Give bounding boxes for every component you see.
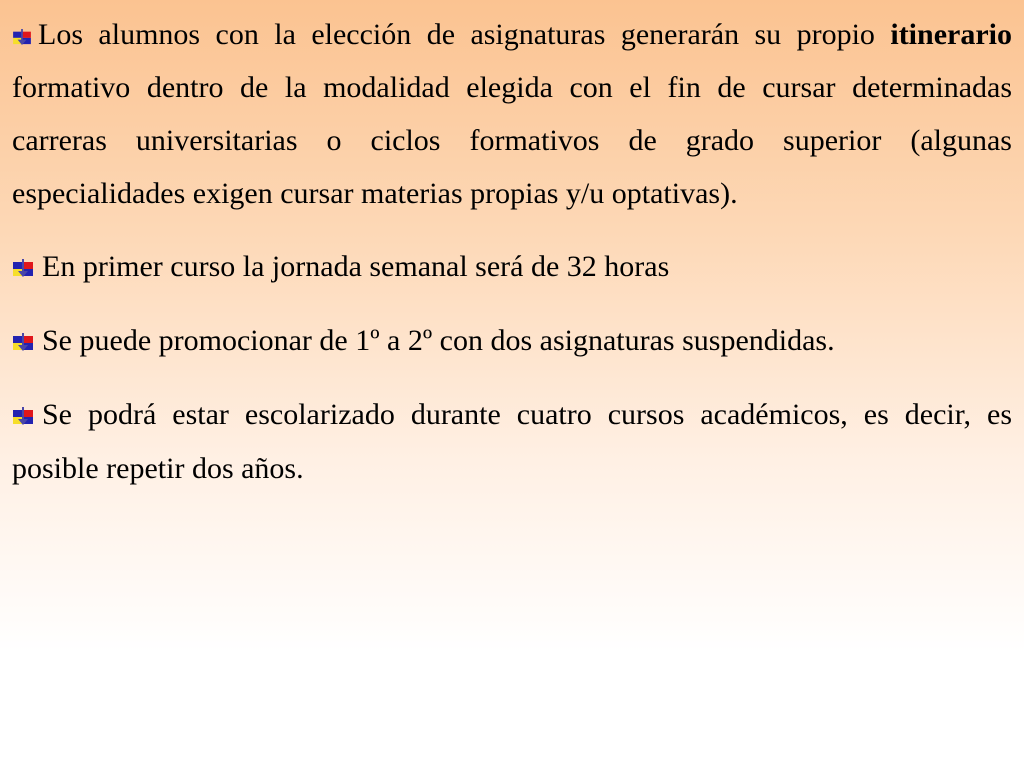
bullet-text-end: formativo dentro de la modalidad elegida con el fin de cursar determinadas carreras universitarias o ciclos formativos de grado superior (algunas especialidades exigen cursar materias propias y/u optativas). — [12, 71, 1012, 210]
bullet-item-jornada — [12, 240, 1012, 294]
bullet-item-escolarizado — [12, 388, 1012, 496]
four-color-arrow-bullet-icon — [12, 259, 34, 277]
bullet-item-itinerario — [12, 8, 1012, 220]
bullet-item-promocionar — [12, 314, 1012, 368]
four-color-arrow-bullet-icon — [12, 29, 32, 45]
four-color-arrow-bullet-icon — [12, 407, 34, 425]
bullet-text: En primer curso la jornada semanal será de 32 horas — [42, 250, 670, 283]
bullet-text-start: Los alumnos con la elección de asignaturas generarán su propio — [38, 18, 891, 51]
four-color-arrow-bullet-icon — [12, 333, 34, 351]
slide-content — [12, 8, 1012, 516]
bullet-text: Se puede promocionar de 1º a 2º con dos asignaturas suspendidas. — [42, 324, 835, 357]
bullet-text-bold: itinerario — [890, 18, 1012, 51]
bullet-text: Se podrá estar escolarizado durante cuatro cursos académicos, es decir, es posible repetir dos años. — [12, 398, 1012, 485]
